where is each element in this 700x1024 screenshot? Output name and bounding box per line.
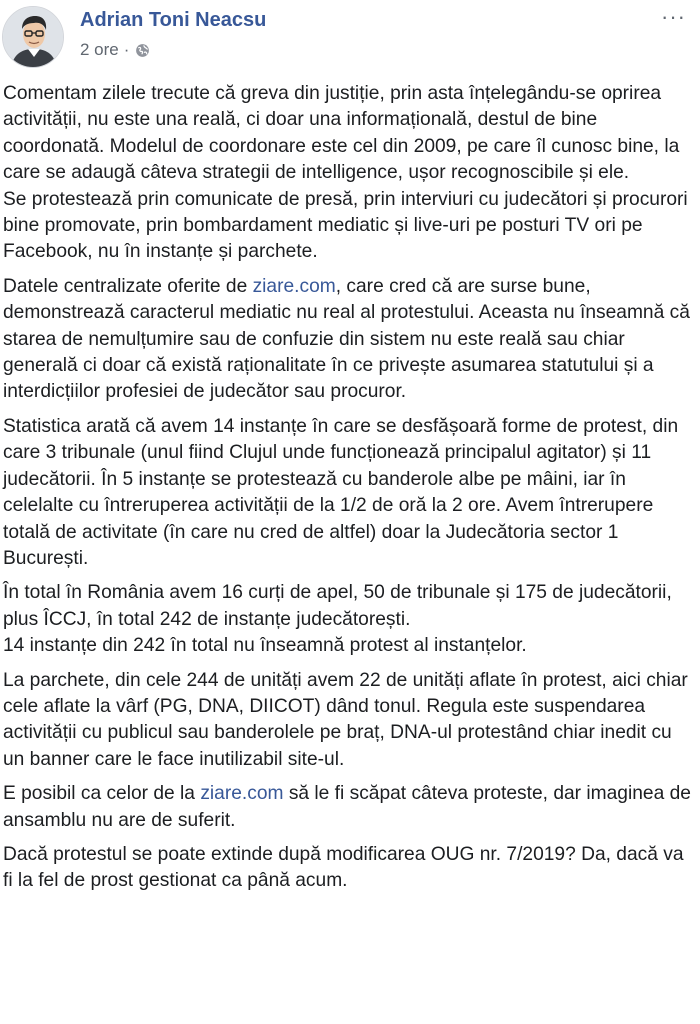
post-body: [3, 81, 695, 903]
paragraph-6-text-end: să le fi scăpat câteva proteste, dar imaginea de ansamblu nu are de suferit.: [3, 783, 691, 831]
globe-icon[interactable]: [135, 43, 150, 58]
author-name[interactable]: Adrian Toni Neacsu: [80, 9, 267, 31]
paragraph-7: Dacă protestul se poate extinde după modificarea OUG nr. 7/2019? Da, dacă va fi la fel de prost gestionat ca până acum.: [3, 843, 684, 892]
avatar-portrait-icon: [3, 7, 64, 68]
paragraph-3: Statistica arată că avem 14 instanțe în care se desfășoară forme de protest, din care 3 tribunale (unul fiind Clujul unde funcționează principalul agitator) și 11 judecătorii. În 5 instanțe se protestează cu banderole albe pe mâini, iar în celelalte cu întreruperea activității de la 1/2 de oră la 2 ore. Avem întrerupere totală de activitate (în care nu cred de altfel) doar la Judecătoria sector 1 București.: [3, 415, 679, 569]
post-time[interactable]: 2 ore: [80, 40, 119, 59]
paragraph-4a: În total în România avem 16 curți de apel, 50 de tribunale și 175 de judecătorii, plus ÎCCJ, în total 242 de instanțe judecătorești.: [3, 582, 672, 630]
paragraph-2-text-start: Datele centralizate oferite de: [3, 275, 253, 297]
paragraph-2-text-end: , care cred că are surse bune, demonstrează caracterul mediatic nu real al protestului. Aceasta nu înseamnă că starea de nemulțumire sau de confuzie din sistem nu este reală sau chiar generală ci doar că există raționalitate în ce privește asumarea statutului și a interdicțiilor profesiei de judecător sau procuror.: [3, 275, 690, 403]
post-meta: [80, 40, 150, 60]
paragraph-1a: Comentam zilele trecute că greva din justiție, prin asta înțelegându-se oprirea activității, nu este una reală, ci doar una informațională, destul de bine coordonată. Modelul de coordonare este cel din 2009, pe care îl cunosc bine, la care se adaugă câteva strategii de intelligence, ușor recognoscibile și ele.: [3, 83, 680, 184]
paragraph-2: [3, 274, 695, 406]
paragraph-4b: 14 instanțe din 242 în total nu înseamnă protest al instanțelor.: [3, 635, 527, 657]
ziare-link[interactable]: ziare.com: [252, 275, 336, 297]
post-header: [0, 0, 700, 80]
paragraph-5: La parchete, din cele 244 de unități avem 22 de unități aflate în protest, aici chiar cele aflate la vârf (PG, DNA, DIICOT) dând tonul. Regula este suspendarea activității cu publicul sau banderolele pe braț, DNA-ul protestând chiar inedit cu un banner care le face inutilizabil site-ul.: [3, 669, 688, 770]
meta-separator: ·: [123, 40, 130, 59]
paragraph-1b: Se protestează prin comunicate de presă, prin interviuri cu judecători și procurori bine promovate, prin bombardament mediatic și live-uri pe posturi TV ori pe Facebook, nu în instanțe și parchete.: [3, 188, 688, 263]
more-options-icon[interactable]: ···: [661, 4, 686, 29]
author-avatar[interactable]: [2, 6, 64, 68]
ziare-link-2[interactable]: ziare.com: [200, 783, 284, 805]
paragraph-6-text-start: E posibil ca celor de la: [3, 783, 201, 805]
paragraph-6: [3, 781, 695, 834]
